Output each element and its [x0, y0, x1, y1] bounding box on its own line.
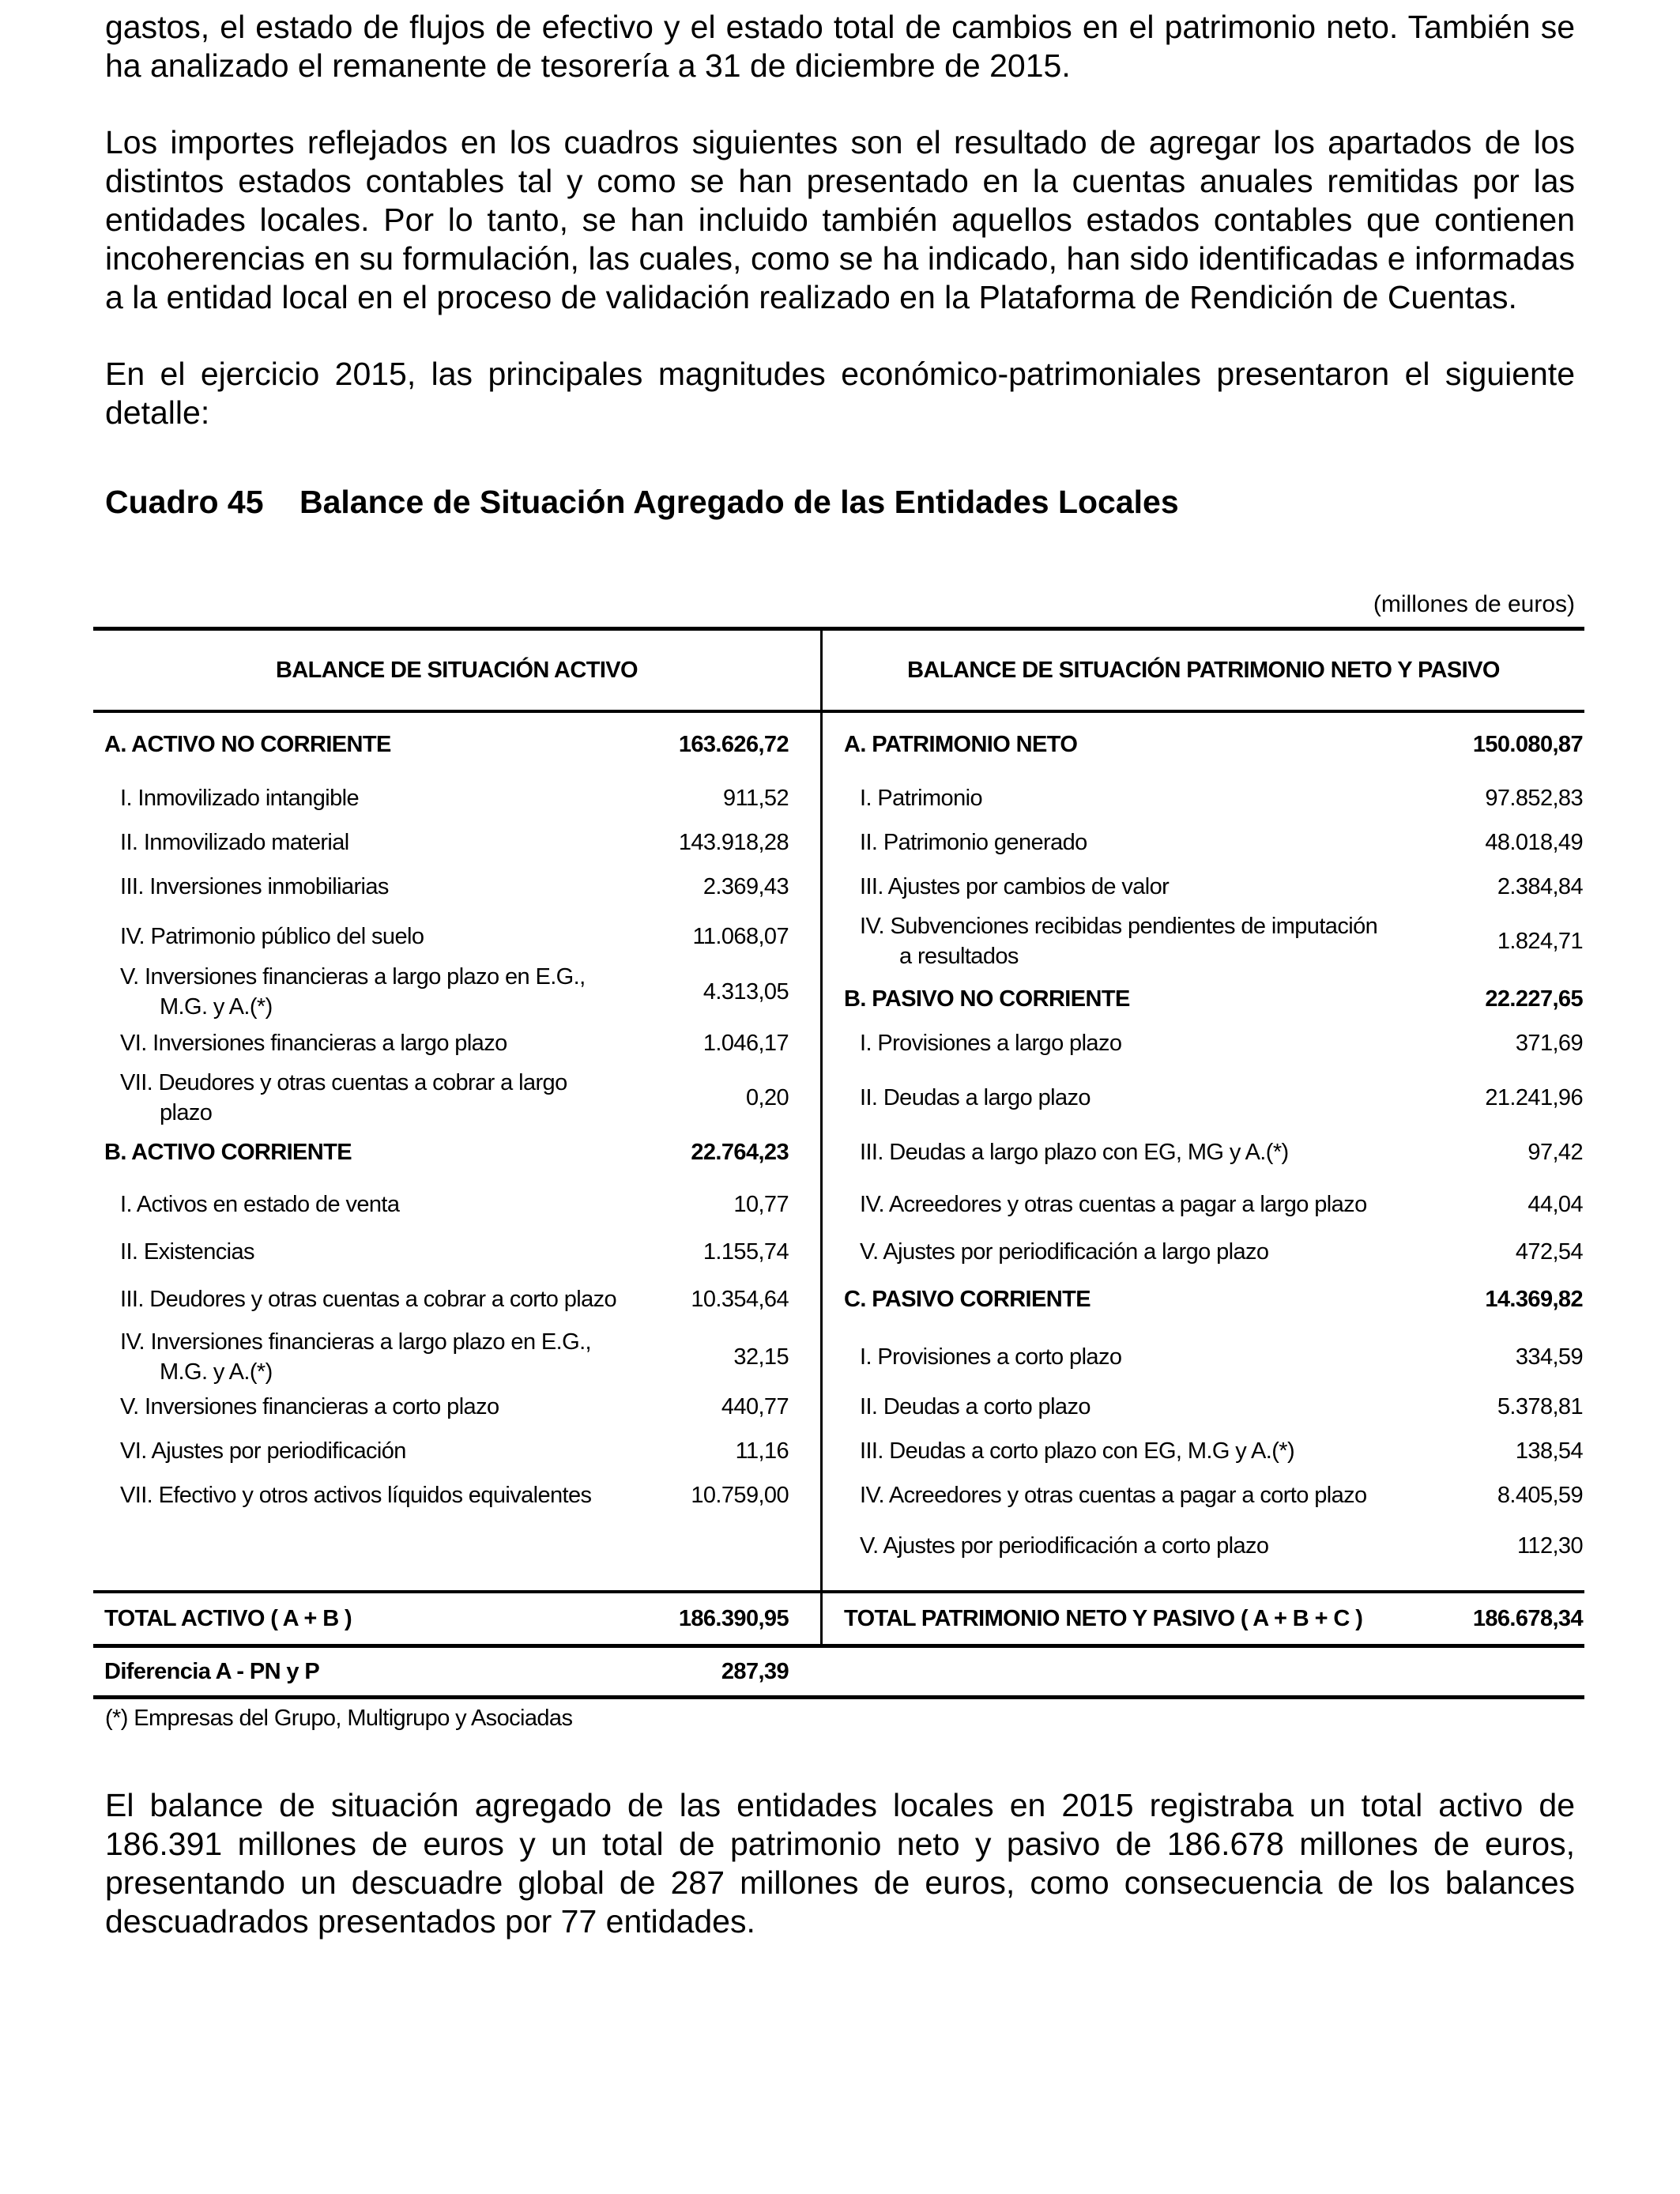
pasivo-row: [844, 820, 1583, 865]
activo-row: [104, 776, 789, 820]
activo-row-label: IV. Patrimonio público del suelo: [120, 923, 424, 949]
activo-row-label: [104, 1068, 631, 1128]
activo-row-value: 440,77: [721, 1393, 789, 1419]
difference-label: Diferencia A - PN y P: [104, 1658, 320, 1684]
pasivo-row-value: 21.241,96: [1485, 1084, 1583, 1110]
units-label: (millones de euros): [1373, 591, 1575, 617]
activo-row-value: 4.313,05: [703, 978, 789, 1005]
table-header: [93, 627, 1584, 713]
column-divider: [820, 1593, 823, 1644]
row-label-line2: a resultados: [899, 944, 1019, 969]
activo-row-label: B. ACTIVO CORRIENTE: [104, 1139, 352, 1165]
activo-row: [104, 1385, 789, 1429]
activo-row-value: 11.068,07: [692, 923, 789, 949]
pasivo-row-value: 14.369,82: [1485, 1286, 1583, 1312]
activo-row-label: [104, 1327, 631, 1387]
row-label-line1: VII. Deudores y otras cuentas a cobrar a largo: [120, 1070, 567, 1095]
difference-row: [93, 1648, 1584, 1699]
activo-row: [104, 1473, 789, 1517]
activo-row-label: VI. Inversiones financieras a largo plazo: [120, 1030, 507, 1056]
pasivo-row-label: III. Deudas a largo plazo con EG, MG y A.(*): [860, 1139, 1289, 1165]
activo-row: [104, 1130, 789, 1174]
activo-row: [104, 1182, 789, 1227]
activo-row: [104, 1230, 789, 1274]
activo-row-label: [104, 962, 631, 1022]
paragraph-closing: El balance de situación agregado de las entidades locales en 2015 registraba un total activo de 186.391 millones de euros y un total de patrimonio neto y pasivo de 186.678 millones de euros, presentando un descuadre global de 287 millones de euros, como consecuencia de los balances descuadrados presentados por 77 entidades.: [105, 1787, 1575, 1940]
activo-row-label: III. Deudores y otras cuentas a cobrar a corto plazo: [120, 1286, 617, 1312]
pasivo-row-label: V. Ajustes por periodificación a corto plazo: [860, 1532, 1269, 1559]
pasivo-row-label: C. PASIVO CORRIENTE: [844, 1286, 1090, 1312]
pasivo-row: [844, 1473, 1583, 1517]
activo-row-value: 0,20: [745, 1084, 789, 1110]
activo-row-value: 911,52: [723, 785, 789, 811]
pasivo-row-value: 44,04: [1527, 1191, 1583, 1217]
pasivo-row-value: 138,54: [1515, 1438, 1583, 1464]
activo-row-label: II. Inmovilizado material: [120, 829, 349, 855]
activo-row-value: 1.155,74: [703, 1238, 789, 1265]
pasivo-row-value: 472,54: [1515, 1238, 1583, 1265]
pasivo-row-label: V. Ajustes por periodificación a largo plazo: [860, 1238, 1269, 1265]
pasivo-row: [844, 1277, 1583, 1321]
pasivo-row: [844, 1325, 1583, 1389]
pasivo-row-label: II. Deudas a largo plazo: [860, 1084, 1090, 1110]
pasivo-row-label: II. Patrimonio generado: [860, 829, 1087, 855]
activo-row-value: 32,15: [733, 1344, 789, 1370]
pasivo-row-value: 8.405,59: [1497, 1482, 1583, 1508]
pasivo-row: [844, 1385, 1583, 1429]
activo-row-value: 2.369,43: [703, 873, 789, 899]
row-label-line1: IV. Inversiones financieras a largo plazo en E.G.,: [120, 1329, 592, 1355]
paragraph-importes: Los importes reflejados en los cuadros siguientes son el resultado de agregar los apartados de los distintos estados contables tal y como se han presentado en la cuentas anuales remitidas por las entidades locales. Por lo tanto, se han incluido también aquellos estados contables que contienen incoherencias en su formulación, las cuales, como se ha indicado, han sido identificadas e informadas a la entidad local en el proceso de validación realizado en la Plataforma de Rendición de Cuentas.: [105, 124, 1575, 315]
difference-value: 287,39: [721, 1658, 789, 1684]
activo-row-value: 10.354,64: [691, 1286, 789, 1312]
row-label-line2: plazo: [160, 1100, 213, 1125]
activo-row-value: 1.046,17: [703, 1030, 789, 1056]
pasivo-row-value: 371,69: [1515, 1030, 1583, 1056]
activo-row: [104, 959, 789, 1024]
pasivo-row-label: [844, 911, 1425, 971]
pasivo-row-label: I. Provisiones a corto plazo: [860, 1344, 1122, 1370]
activo-row: [104, 865, 789, 909]
pasivo-row: [844, 776, 1583, 820]
activo-row-value: 10,77: [733, 1191, 789, 1217]
paragraph-intro: gastos, el estado de flujos de efectivo y el estado total de cambios en el patrimonio neto. También se ha analizado el remanente de tesorería a 31 de diciembre de 2015.: [105, 9, 1575, 84]
row-label-line2: M.G. y A.(*): [160, 994, 273, 1020]
pasivo-row: [844, 1021, 1583, 1065]
table-caption: [105, 483, 1575, 522]
header-pasivo: BALANCE DE SITUACIÓN PATRIMONIO NETO Y PASIVO: [907, 657, 1500, 683]
paragraph-magnitudes: En el ejercicio 2015, las principales magnitudes económico-patrimoniales presentaron el siguiente detalle:: [105, 356, 1575, 431]
activo-row: [104, 1065, 789, 1130]
activo-row: [104, 1021, 789, 1065]
activo-row: [104, 909, 789, 964]
pasivo-row-value: 2.384,84: [1497, 873, 1583, 899]
document-page: [105, 8, 1575, 617]
activo-row-label: III. Inversiones inmobiliarias: [120, 873, 389, 899]
activo-row-label: VI. Ajustes por periodificación: [120, 1438, 406, 1464]
pasivo-row: [844, 1429, 1583, 1473]
activo-row-value: 11,16: [735, 1438, 789, 1464]
pasivo-row-label: I. Provisiones a largo plazo: [860, 1030, 1122, 1056]
balance-table: [93, 627, 1584, 1699]
activo-row-label: I. Inmovilizado intangible: [120, 785, 359, 811]
activo-row: [104, 1325, 789, 1389]
caption-number: Cuadro 45: [105, 484, 264, 520]
pasivo-row-label: B. PASIVO NO CORRIENTE: [844, 986, 1130, 1012]
pasivo-row-value: 112,30: [1517, 1532, 1583, 1559]
pasivo-row-value: 22.227,65: [1485, 986, 1583, 1012]
activo-row-value: 22.764,23: [691, 1139, 789, 1165]
activo-row: [104, 820, 789, 865]
pasivo-row-value: 5.378,81: [1497, 1393, 1583, 1419]
pasivo-row-label: IV. Acreedores y otras cuentas a pagar a corto plazo: [860, 1482, 1367, 1508]
activo-row-value: 163.626,72: [678, 731, 789, 757]
pasivo-row: [844, 1182, 1583, 1227]
total-pasivo-label: TOTAL PATRIMONIO NETO Y PASIVO ( A + B + C ): [844, 1605, 1363, 1631]
pasivo-row-label: II. Deudas a corto plazo: [860, 1393, 1090, 1419]
activo-row-value: 143.918,28: [678, 829, 789, 855]
caption-title: Balance de Situación Agregado de las Entidades Locales: [299, 484, 1179, 520]
column-divider: [820, 713, 823, 1590]
activo-row: [104, 1277, 789, 1321]
activo-row-label: VII. Efectivo y otros activos líquidos equivalentes: [120, 1482, 592, 1508]
pasivo-row: [844, 722, 1583, 767]
pasivo-row: [844, 977, 1583, 1021]
pasivo-row-label: III. Ajustes por cambios de valor: [860, 873, 1170, 899]
total-activo-label: TOTAL ACTIVO ( A + B ): [104, 1605, 352, 1631]
pasivo-row: [844, 1521, 1583, 1571]
row-label-line1: IV. Subvenciones recibidas pendientes de imputación: [860, 914, 1378, 939]
table-body: [93, 713, 1584, 1593]
row-label-line2: M.G. y A.(*): [160, 1359, 273, 1385]
pasivo-row: [844, 1065, 1583, 1130]
pasivo-row: [844, 909, 1583, 974]
totals-row: [93, 1593, 1584, 1648]
total-activo-value: 186.390,95: [678, 1605, 789, 1631]
activo-row-value: 10.759,00: [691, 1482, 789, 1508]
activo-row: [104, 1429, 789, 1473]
pasivo-row-value: 1.824,71: [1497, 928, 1583, 954]
activo-row-label: A. ACTIVO NO CORRIENTE: [104, 731, 391, 757]
row-label-line1: V. Inversiones financieras a largo plazo en E.G.,: [120, 964, 586, 990]
activo-row-label: I. Activos en estado de venta: [120, 1191, 400, 1217]
pasivo-row-label: III. Deudas a corto plazo con EG, M.G y A.(*): [860, 1438, 1295, 1464]
pasivo-row-label: I. Patrimonio: [860, 785, 982, 811]
pasivo-row: [844, 1230, 1583, 1274]
activo-row: [104, 722, 789, 767]
total-pasivo-value: 186.678,34: [1472, 1605, 1583, 1631]
pasivo-row-value: 48.018,49: [1485, 829, 1583, 855]
table-footnote: (*) Empresas del Grupo, Multigrupo y Asociadas: [105, 1706, 573, 1731]
activo-row-label: II. Existencias: [120, 1238, 254, 1265]
pasivo-row-value: 150.080,87: [1472, 731, 1583, 757]
pasivo-row: [844, 865, 1583, 909]
pasivo-row-value: 97.852,83: [1485, 785, 1583, 811]
pasivo-row-label: IV. Acreedores y otras cuentas a pagar a largo plazo: [860, 1191, 1367, 1217]
activo-row-label: V. Inversiones financieras a corto plazo: [120, 1393, 499, 1419]
pasivo-row-label: A. PATRIMONIO NETO: [844, 731, 1078, 757]
pasivo-row: [844, 1130, 1583, 1174]
pasivo-row-value: 97,42: [1527, 1139, 1583, 1165]
pasivo-row-value: 334,59: [1515, 1344, 1583, 1370]
header-activo: BALANCE DE SITUACIÓN ACTIVO: [93, 631, 823, 710]
